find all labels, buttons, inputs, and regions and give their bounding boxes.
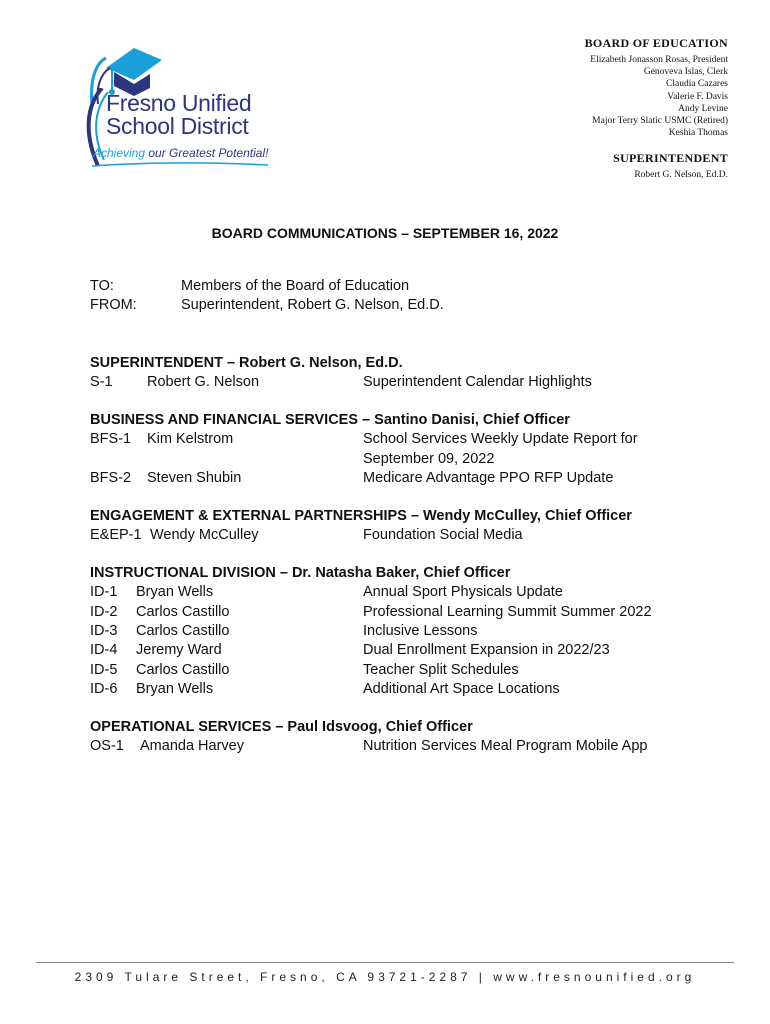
item-code: E&EP-1 — [90, 527, 142, 544]
item-name: Wendy McCulley — [150, 527, 259, 544]
section-heading: BUSINESS AND FINANCIAL SERVICES – Santino Danisi, Chief Officer — [90, 412, 570, 429]
item-topic: Professional Learning Summit Summer 2022 — [363, 603, 652, 620]
item-code: ID-2 — [90, 603, 118, 620]
tagline-part-2: our Greatest Potential! — [148, 146, 269, 160]
section-heading: INSTRUCTIONAL DIVISION – Dr. Natasha Baker, Chief Officer — [90, 565, 511, 582]
superintendent-name: Robert G. Nelson, Ed.D. — [634, 170, 728, 181]
section-heading: SUPERINTENDENT – Robert G. Nelson, Ed.D. — [90, 355, 403, 371]
footer-address: 2309 Tulare Street, Fresno, CA 93721-2287 | www.fresnounified.org — [74, 970, 696, 984]
section-heading: ENGAGEMENT & EXTERNAL PARTNERSHIPS – Wendy McCulley, Chief Officer — [90, 508, 632, 525]
item-topic: Foundation Social Media — [363, 527, 523, 544]
page-title: BOARD COMMUNICATIONS – SEPTEMBER 16, 2022 — [211, 225, 559, 241]
item-name: Robert G. Nelson — [147, 374, 260, 390]
item-topic: School Services Weekly Update Report for September 09, 2022 — [363, 431, 638, 467]
list-item — [90, 641, 750, 660]
board-of-education — [428, 36, 728, 182]
list-item — [90, 526, 750, 545]
item-name: Kim Kelstrom — [147, 431, 234, 448]
footer-divider — [36, 962, 734, 963]
board-member: Major Terry Slatic USMC (Retired) — [592, 116, 728, 127]
item-code: ID-1 — [90, 584, 118, 601]
logo-line-1: Fresno Unified — [106, 90, 252, 116]
item-name: Carlos Castillo — [136, 603, 230, 620]
communications-list — [90, 354, 750, 776]
list-item — [90, 737, 750, 756]
item-code: BFS-2 — [90, 469, 132, 486]
logo-line-2: School District — [106, 113, 249, 139]
section-instructional — [90, 564, 750, 699]
list-item — [90, 430, 750, 469]
list-item — [90, 622, 750, 641]
item-name: Jeremy Ward — [136, 642, 222, 659]
item-topic: Annual Sport Physicals Update — [363, 584, 563, 601]
item-name: Carlos Castillo — [136, 623, 230, 640]
board-member: Elizabeth Jonasson Rosas, President — [590, 55, 728, 65]
item-topic: Inclusive Lessons — [363, 623, 478, 640]
list-item — [90, 680, 750, 699]
superintendent-title: SUPERINTENDENT — [613, 151, 728, 166]
board-member: Claudia Cazares — [666, 79, 728, 90]
item-topic: Additional Art Space Locations — [363, 680, 560, 697]
list-item — [90, 373, 750, 392]
section-heading: OPERATIONAL SERVICES – Paul Idsvoog, Chief Officer — [90, 719, 473, 736]
section-superintendent — [90, 354, 750, 392]
item-name: Carlos Castillo — [136, 661, 230, 678]
item-topic: Teacher Split Schedules — [363, 661, 519, 678]
list-item — [90, 661, 750, 680]
list-item — [90, 469, 750, 488]
item-name: Amanda Harvey — [140, 738, 244, 755]
item-code: ID-6 — [90, 680, 118, 697]
item-name: Steven Shubin — [147, 469, 242, 486]
board-member: Andy Levine — [678, 103, 728, 114]
board-member: Valerie F. Davis — [667, 91, 728, 102]
section-engagement — [90, 507, 750, 545]
list-item — [90, 583, 750, 602]
item-code: ID-3 — [90, 623, 118, 640]
item-code: ID-5 — [90, 661, 118, 678]
from-label: FROM: — [90, 297, 137, 313]
item-code: BFS-1 — [90, 431, 132, 448]
to-label: TO: — [90, 278, 114, 294]
item-name: Bryan Wells — [136, 584, 214, 601]
to-value: Members of the Board of Education — [181, 278, 410, 294]
item-name: Bryan Wells — [136, 680, 214, 697]
tagline-part-1: Achieving — [93, 146, 146, 160]
board-member: Genoveva Islas, Clerk — [643, 67, 728, 78]
item-code: S-1 — [90, 374, 113, 390]
section-operational — [90, 718, 750, 756]
item-code: OS-1 — [90, 738, 124, 755]
item-topic: Dual Enrollment Expansion in 2022/23 — [363, 642, 610, 659]
tagline — [93, 146, 268, 160]
board-member: Keshia Thomas — [668, 128, 728, 139]
item-topic: Medicare Advantage PPO RFP Update — [363, 469, 614, 486]
item-code: ID-4 — [90, 642, 118, 659]
list-item — [90, 603, 750, 622]
item-topic: Nutrition Services Meal Program Mobile App — [363, 738, 648, 755]
tagline-underline — [90, 160, 270, 170]
section-business-financial — [90, 411, 750, 488]
from-value: Superintendent, Robert G. Nelson, Ed.D. — [181, 297, 444, 313]
item-topic: Superintendent Calendar Highlights — [363, 374, 592, 390]
board-title: BOARD OF EDUCATION — [584, 36, 728, 50]
